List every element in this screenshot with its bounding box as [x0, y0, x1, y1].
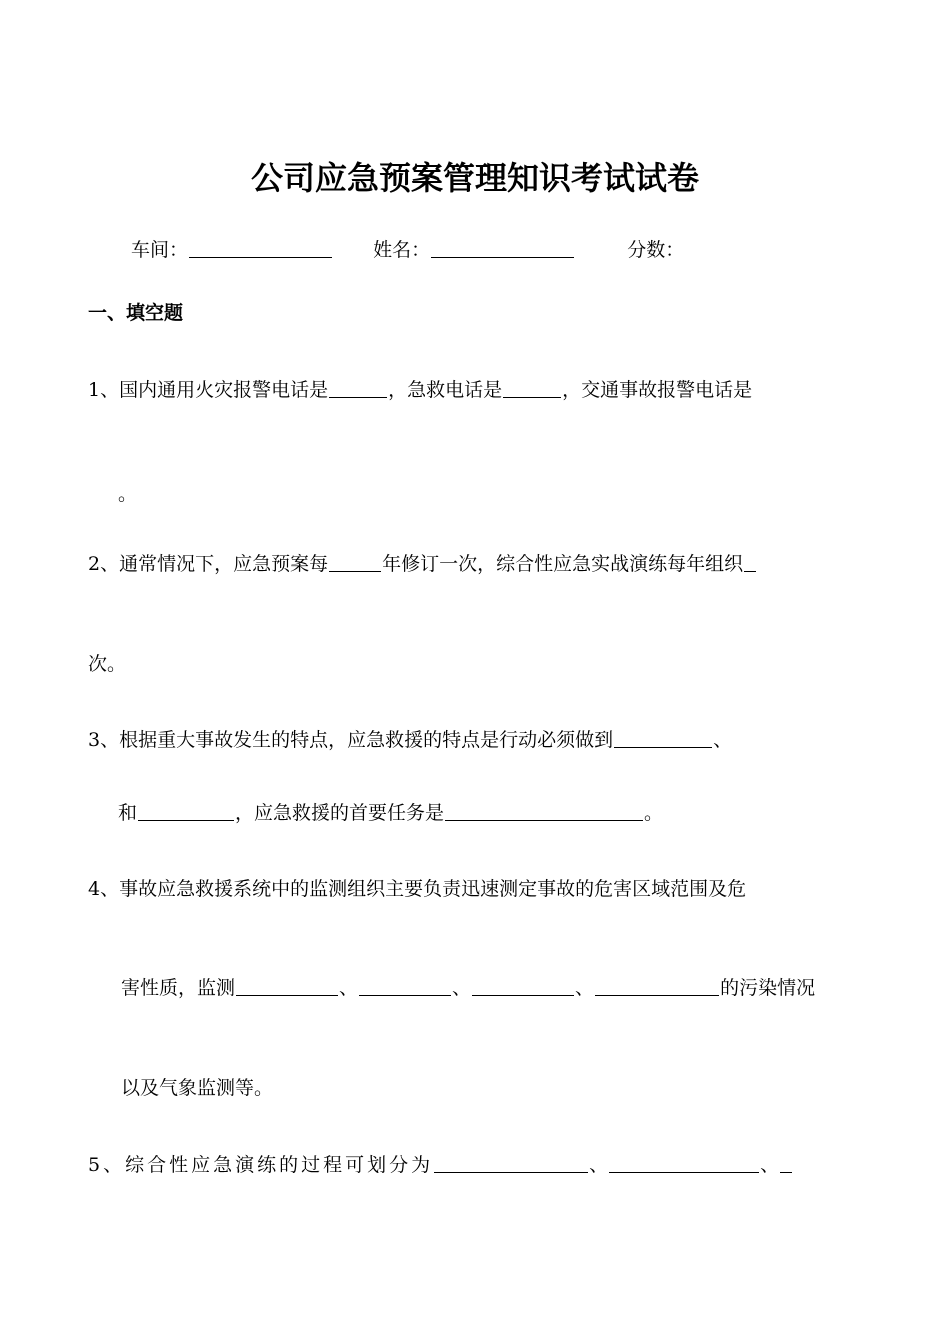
q5-blank-2[interactable]	[609, 1153, 759, 1173]
question-5	[88, 1153, 793, 1177]
name-blank[interactable]	[431, 238, 574, 258]
q3-blank-3[interactable]	[445, 801, 643, 821]
q3-blank-2[interactable]	[138, 801, 234, 821]
q2-blank-1[interactable]	[329, 552, 381, 572]
q4-blank-4[interactable]	[595, 976, 719, 996]
q4-blank-1[interactable]	[236, 976, 338, 996]
q5-blank-1[interactable]	[434, 1153, 588, 1173]
q4-blank-2[interactable]	[359, 976, 451, 996]
q3-text-d: ，应急救援的首要任务是	[235, 802, 445, 824]
q4-blank-3[interactable]	[472, 976, 574, 996]
q5-text-a: 5、综合性应急演练的过程可划分为	[88, 1154, 434, 1176]
header-row	[131, 238, 684, 262]
q5-text-b: 、	[589, 1154, 609, 1176]
q4-text-b: 害性质，监测	[121, 977, 236, 999]
q3-blank-1[interactable]	[614, 728, 712, 748]
q3-text-e: 。	[644, 802, 664, 824]
q5-text-c: 、	[760, 1154, 780, 1176]
q4-text-d: 、	[452, 977, 472, 999]
question-3	[88, 728, 732, 752]
question-4: 4、事故应急救援系统中的监测组织主要负责迅速测定事故的危害区域范围及危	[88, 878, 747, 900]
q1-text-c: ，交通事故报警电话是	[562, 379, 753, 401]
q4-text-c: 、	[339, 977, 359, 999]
question-3-cont	[118, 801, 663, 825]
question-4-end: 以及气象监测等。	[121, 1077, 274, 1099]
q2-text-a: 2、通常情况下，应急预案每	[88, 553, 329, 575]
q2-blank-2[interactable]	[744, 552, 756, 572]
q4-text-f: 的污染情况	[720, 977, 816, 999]
question-2-end: 次。	[88, 653, 127, 675]
q2-text-b: 年修订一次，综合性应急实战演练每年组织	[382, 553, 744, 575]
section-heading: 一、填空题	[88, 302, 184, 324]
workshop-label: 车间：	[131, 239, 189, 261]
q3-text-c: 和	[118, 802, 138, 824]
q1-text-b: ，急救电话是	[388, 379, 503, 401]
q1-text-a: 1、国内通用火灾报警电话是	[88, 379, 329, 401]
q3-text-a: 3、根据重大事故发生的特点，应急救援的特点是行动必须做到	[88, 729, 614, 751]
question-1-end: 。	[118, 483, 138, 505]
question-1	[88, 378, 752, 402]
score-label: 分数：	[627, 239, 685, 261]
name-label: 姓名：	[373, 239, 431, 261]
q1-blank-1[interactable]	[329, 378, 387, 398]
question-4-cont	[121, 976, 815, 1000]
q4-text-e: 、	[575, 977, 595, 999]
workshop-blank[interactable]	[189, 238, 332, 258]
q1-blank-2[interactable]	[503, 378, 561, 398]
question-2	[88, 552, 757, 576]
q5-blank-3[interactable]	[780, 1153, 792, 1173]
q3-text-b: 、	[713, 729, 733, 751]
page-title: 公司应急预案管理知识考试试卷	[250, 159, 699, 197]
